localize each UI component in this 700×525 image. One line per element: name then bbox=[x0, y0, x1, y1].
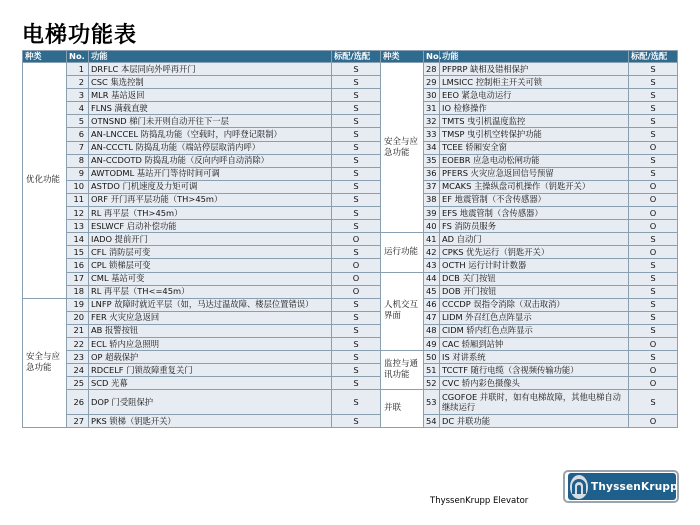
right-row-function: DC 并联功能 bbox=[440, 415, 629, 428]
right-row-mark: S bbox=[629, 167, 678, 180]
right-row-mark: S bbox=[629, 311, 678, 324]
right-row-function: EF 地震管制（不含传感器） bbox=[440, 193, 629, 206]
right-row-mark: S bbox=[629, 115, 678, 128]
table-row bbox=[23, 272, 678, 285]
table-row bbox=[23, 246, 678, 259]
left-row-mark: S bbox=[332, 377, 381, 390]
left-row-mark: S bbox=[332, 337, 381, 350]
left-row-function: RDCELF 门锁故障重复关门 bbox=[89, 364, 332, 377]
table-row bbox=[23, 207, 678, 220]
left-row-no: 3 bbox=[67, 89, 89, 102]
left-row-no: 24 bbox=[67, 364, 89, 377]
left-row-no: 2 bbox=[67, 76, 89, 89]
right-category-monitoring: 监控与通讯功能 bbox=[381, 351, 424, 390]
right-row-function: CGOFOE 并联时，如有电梯故障，其他电梯自动继续运行 bbox=[440, 390, 629, 415]
right-row-function: PFERS 火灾应急返回信号预留 bbox=[440, 167, 629, 180]
table-row bbox=[23, 259, 678, 272]
logo-plate bbox=[568, 473, 676, 500]
table-row bbox=[23, 128, 678, 141]
left-row-function: IADO 提前开门 bbox=[89, 233, 332, 246]
left-row-function: DOP 门受阻保护 bbox=[89, 390, 332, 415]
left-row-mark: S bbox=[332, 154, 381, 167]
left-row-mark: S bbox=[332, 364, 381, 377]
left-row-mark: S bbox=[332, 63, 381, 76]
right-row-no: 36 bbox=[424, 167, 440, 180]
right-row-no: 33 bbox=[424, 128, 440, 141]
right-row-mark: O bbox=[629, 207, 678, 220]
right-row-function: EEO 紧急电动运行 bbox=[440, 89, 629, 102]
right-row-function: CIDM 轿内红色点阵显示 bbox=[440, 324, 629, 337]
right-row-mark: O bbox=[629, 415, 678, 428]
right-row-no: 41 bbox=[424, 233, 440, 246]
page-title: 电梯功能表 bbox=[22, 23, 138, 48]
left-row-mark: S bbox=[332, 193, 381, 206]
footer-company: ThyssenKrupp Elevator bbox=[430, 496, 529, 506]
right-row-function: FS 消防员服务 bbox=[440, 220, 629, 233]
table-row bbox=[23, 364, 678, 377]
function-table bbox=[22, 50, 678, 428]
left-row-mark: S bbox=[332, 180, 381, 193]
left-row-no: 23 bbox=[67, 351, 89, 364]
left-row-function: CFL 消防层可变 bbox=[89, 246, 332, 259]
left-row-no: 25 bbox=[67, 377, 89, 390]
table-row bbox=[23, 76, 678, 89]
header-mark: 标配/选配 bbox=[332, 51, 381, 63]
right-row-mark: S bbox=[629, 285, 678, 298]
left-row-no: 21 bbox=[67, 324, 89, 337]
left-row-mark: O bbox=[332, 285, 381, 298]
table-row bbox=[23, 180, 678, 193]
left-row-function: PKS 锁梯（钥匙开关） bbox=[89, 415, 332, 428]
right-row-no: 49 bbox=[424, 337, 440, 350]
right-row-no: 54 bbox=[424, 415, 440, 428]
left-row-function: RL 再平层（TH>45m） bbox=[89, 207, 332, 220]
left-row-function: ASTDO 门机速度及力矩可调 bbox=[89, 180, 332, 193]
left-row-function: MLR 基站返回 bbox=[89, 89, 332, 102]
left-row-no: 20 bbox=[67, 311, 89, 324]
left-row-no: 14 bbox=[67, 233, 89, 246]
right-row-no: 44 bbox=[424, 272, 440, 285]
right-row-function: AD 自动门 bbox=[440, 233, 629, 246]
right-row-mark: S bbox=[629, 272, 678, 285]
table-row bbox=[23, 193, 678, 206]
right-row-function: TCEE 轿厢安全窗 bbox=[440, 141, 629, 154]
right-row-no: 32 bbox=[424, 115, 440, 128]
right-row-function: IS 对讲系统 bbox=[440, 351, 629, 364]
table-row bbox=[23, 298, 678, 311]
left-row-function: ESLWCF 启动补偿功能 bbox=[89, 220, 332, 233]
table-row bbox=[23, 377, 678, 390]
right-category-group: 并联 bbox=[381, 390, 424, 428]
left-row-mark: S bbox=[332, 128, 381, 141]
right-row-mark: S bbox=[629, 259, 678, 272]
left-row-no: 6 bbox=[67, 128, 89, 141]
right-row-no: 48 bbox=[424, 324, 440, 337]
right-row-no: 51 bbox=[424, 364, 440, 377]
table-row bbox=[23, 233, 678, 246]
right-row-function: TCCTF 随行电缆（含视频传输功能） bbox=[440, 364, 629, 377]
right-row-no: 29 bbox=[424, 76, 440, 89]
left-row-no: 11 bbox=[67, 193, 89, 206]
table-row bbox=[23, 311, 678, 324]
right-row-mark: S bbox=[629, 154, 678, 167]
right-row-no: 46 bbox=[424, 298, 440, 311]
right-row-function: TMSP 曳引机空转保护功能 bbox=[440, 128, 629, 141]
left-row-no: 17 bbox=[67, 272, 89, 285]
left-row-function: AWTODML 基站开门等待时间可调 bbox=[89, 167, 332, 180]
left-row-mark: S bbox=[332, 324, 381, 337]
header-function-right: 功能 bbox=[440, 51, 629, 63]
left-row-mark: S bbox=[332, 141, 381, 154]
right-row-mark: O bbox=[629, 377, 678, 390]
right-row-no: 39 bbox=[424, 207, 440, 220]
left-row-function: DRFLC 本层同向外呼再开门 bbox=[89, 63, 332, 76]
right-row-no: 42 bbox=[424, 246, 440, 259]
left-row-mark: O bbox=[332, 272, 381, 285]
table-row bbox=[23, 63, 678, 76]
left-row-no: 26 bbox=[67, 390, 89, 415]
left-row-function: FLNS 满载直驶 bbox=[89, 102, 332, 115]
right-row-mark: S bbox=[629, 298, 678, 311]
right-row-mark: S bbox=[629, 233, 678, 246]
right-row-function: LIDM 外召红色点阵显示 bbox=[440, 311, 629, 324]
table-row bbox=[23, 220, 678, 233]
left-row-no: 16 bbox=[67, 259, 89, 272]
header-mark-right: 标配/选配 bbox=[629, 51, 678, 63]
right-row-no: 28 bbox=[424, 63, 440, 76]
left-row-mark: S bbox=[332, 115, 381, 128]
right-row-mark: O bbox=[629, 246, 678, 259]
left-row-no: 10 bbox=[67, 180, 89, 193]
right-row-function: CPKS 优先运行（钥匙开关） bbox=[440, 246, 629, 259]
right-row-no: 40 bbox=[424, 220, 440, 233]
right-row-mark: S bbox=[629, 324, 678, 337]
right-category-safety: 安全与应急功能 bbox=[381, 63, 424, 233]
right-row-function: MCAKS 主操纵盘司机操作（钥匙开关） bbox=[440, 180, 629, 193]
left-row-no: 1 bbox=[67, 63, 89, 76]
right-row-function: CAC 轿厢到站钟 bbox=[440, 337, 629, 350]
left-category-optimization: 优化功能 bbox=[23, 63, 67, 299]
right-row-function: PFPRP 缺相及错相保护 bbox=[440, 63, 629, 76]
left-row-mark: S bbox=[332, 167, 381, 180]
table-row bbox=[23, 154, 678, 167]
left-row-function: ECL 轿内应急照明 bbox=[89, 337, 332, 350]
right-row-no: 34 bbox=[424, 141, 440, 154]
table-row bbox=[23, 115, 678, 128]
table-row bbox=[23, 324, 678, 337]
left-row-no: 5 bbox=[67, 115, 89, 128]
right-category-hmi: 人机交互界面 bbox=[381, 272, 424, 351]
right-row-no: 37 bbox=[424, 180, 440, 193]
left-row-mark: O bbox=[332, 259, 381, 272]
right-row-mark: O bbox=[629, 193, 678, 206]
right-row-mark: O bbox=[629, 364, 678, 377]
right-row-mark: O bbox=[629, 220, 678, 233]
table-row bbox=[23, 89, 678, 102]
table-row bbox=[23, 337, 678, 350]
left-row-no: 22 bbox=[67, 337, 89, 350]
right-row-no: 47 bbox=[424, 311, 440, 324]
table-row bbox=[23, 102, 678, 115]
left-row-function: AB 报警按钮 bbox=[89, 324, 332, 337]
header-category: 种类 bbox=[23, 51, 67, 63]
right-row-function: EOEBR 应急电动松闸功能 bbox=[440, 154, 629, 167]
left-row-no: 18 bbox=[67, 285, 89, 298]
left-row-function: FER 火灾应急返回 bbox=[89, 311, 332, 324]
right-category-operation: 运行功能 bbox=[381, 233, 424, 272]
left-row-mark: S bbox=[332, 76, 381, 89]
right-row-function: DOB 开门按钮 bbox=[440, 285, 629, 298]
right-row-no: 50 bbox=[424, 351, 440, 364]
right-row-mark: O bbox=[629, 337, 678, 350]
thyssenkrupp-logo bbox=[563, 470, 679, 503]
right-row-no: 35 bbox=[424, 154, 440, 167]
right-row-function: CVC 轿内彩色摄像头 bbox=[440, 377, 629, 390]
left-row-mark: S bbox=[332, 89, 381, 102]
left-row-mark: S bbox=[332, 351, 381, 364]
right-row-no: 43 bbox=[424, 259, 440, 272]
table-row bbox=[23, 285, 678, 298]
left-row-function: AN-CCDOTD 防捣乱功能（反向内呼自动消除） bbox=[89, 154, 332, 167]
left-row-mark: O bbox=[332, 233, 381, 246]
table-row bbox=[23, 390, 678, 415]
left-row-mark: S bbox=[332, 207, 381, 220]
right-row-mark: S bbox=[629, 89, 678, 102]
left-row-function: OTNSND 梯门未开则自动开往下一层 bbox=[89, 115, 332, 128]
right-row-no: 53 bbox=[424, 390, 440, 415]
table-header-row bbox=[23, 51, 678, 63]
right-row-mark: S bbox=[629, 102, 678, 115]
left-row-no: 8 bbox=[67, 154, 89, 167]
left-row-no: 13 bbox=[67, 220, 89, 233]
left-row-no: 19 bbox=[67, 298, 89, 311]
right-row-function: TMTS 曳引机温度监控 bbox=[440, 115, 629, 128]
right-row-mark: S bbox=[629, 351, 678, 364]
header-function: 功能 bbox=[89, 51, 332, 63]
table-row bbox=[23, 351, 678, 364]
header-category-right: 种类 bbox=[381, 51, 424, 63]
right-row-mark: S bbox=[629, 63, 678, 76]
right-row-function: CCCDP 误指令消除（双击取消） bbox=[440, 298, 629, 311]
left-row-function: CSC 集选控制 bbox=[89, 76, 332, 89]
left-row-mark: S bbox=[332, 298, 381, 311]
left-row-no: 9 bbox=[67, 167, 89, 180]
left-row-function: AN-LNCCEL 防捣乱功能（空载时，内呼登记限制） bbox=[89, 128, 332, 141]
right-row-no: 38 bbox=[424, 193, 440, 206]
left-row-function: CML 基站可变 bbox=[89, 272, 332, 285]
right-row-mark: S bbox=[629, 76, 678, 89]
right-row-no: 52 bbox=[424, 377, 440, 390]
table-row bbox=[23, 415, 678, 428]
right-row-no: 31 bbox=[424, 102, 440, 115]
right-row-function: LMSICC 控制柜主开关可锁 bbox=[440, 76, 629, 89]
table-row bbox=[23, 141, 678, 154]
right-row-function: OCTH 运行计时计数器 bbox=[440, 259, 629, 272]
left-row-function: OP 超载保护 bbox=[89, 351, 332, 364]
right-row-mark: S bbox=[629, 390, 678, 415]
left-row-no: 15 bbox=[67, 246, 89, 259]
left-row-function: LNFP 故障时就近平层（如，马达过温故障、楼层位置错误） bbox=[89, 298, 332, 311]
left-row-function: ORF 开门再平层功能（TH>45m） bbox=[89, 193, 332, 206]
left-row-mark: S bbox=[332, 246, 381, 259]
arches-emblem-icon bbox=[570, 475, 588, 499]
left-row-mark: S bbox=[332, 102, 381, 115]
left-row-mark: S bbox=[332, 415, 381, 428]
left-row-mark: S bbox=[332, 311, 381, 324]
left-row-no: 12 bbox=[67, 207, 89, 220]
left-category-safety: 安全与应急功能 bbox=[23, 298, 67, 428]
right-row-mark: O bbox=[629, 141, 678, 154]
left-row-no: 7 bbox=[67, 141, 89, 154]
right-row-function: IO 检修操作 bbox=[440, 102, 629, 115]
left-row-mark: S bbox=[332, 390, 381, 415]
logo-text: ThyssenKrupp bbox=[591, 480, 678, 493]
table-row bbox=[23, 167, 678, 180]
left-row-mark: S bbox=[332, 220, 381, 233]
table-body bbox=[23, 63, 678, 428]
right-row-no: 30 bbox=[424, 89, 440, 102]
left-row-function: SCD 光幕 bbox=[89, 377, 332, 390]
right-row-mark: O bbox=[629, 180, 678, 193]
left-row-no: 4 bbox=[67, 102, 89, 115]
left-row-function: AN-CCCTL 防捣乱功能（端站停层取消内呼） bbox=[89, 141, 332, 154]
right-row-function: EFS 地震管制（含传感器） bbox=[440, 207, 629, 220]
right-row-mark: S bbox=[629, 128, 678, 141]
right-row-function: DCB 关门按钮 bbox=[440, 272, 629, 285]
left-row-function: RL 再平层（TH<=45m） bbox=[89, 285, 332, 298]
right-row-no: 45 bbox=[424, 285, 440, 298]
left-row-function: CPL 锁梯层可变 bbox=[89, 259, 332, 272]
left-row-no: 27 bbox=[67, 415, 89, 428]
header-no: No. bbox=[67, 51, 89, 63]
header-no-right: No. bbox=[424, 51, 440, 63]
